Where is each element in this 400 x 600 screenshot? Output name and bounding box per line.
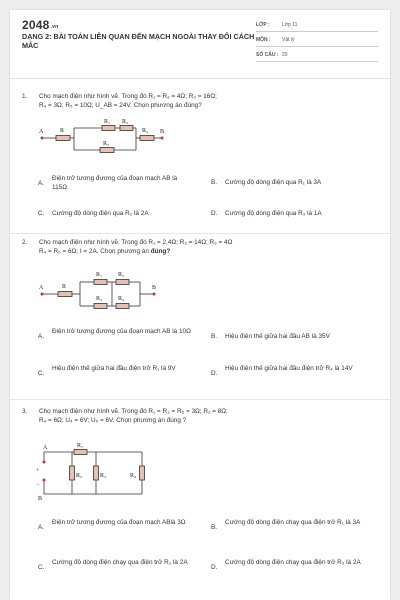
count-value: 20	[282, 52, 288, 58]
question-text-line1: Cho mạch điện như hình vẽ. Trong đó R₁ = 2,4Ω; R₂ = 14Ω; R₃ = 4Ω	[39, 239, 233, 246]
subject-label: MÔN :	[256, 37, 271, 43]
resistor-r2-label: R₂	[122, 119, 129, 125]
class-label: LỚP :	[256, 22, 270, 28]
node-b-label: B	[160, 129, 165, 135]
resistor-r2-label: R₂	[118, 272, 125, 278]
resistor-r1-label: R₁	[77, 443, 84, 449]
class-value: Lớp 11	[282, 22, 298, 28]
count-label: SỐ CÂU :	[256, 52, 279, 58]
site-logo[interactable]: $2048^{.vn}$	[22, 18, 59, 32]
resistor-r-label: R	[60, 128, 65, 134]
circuit-diagram-3	[34, 444, 164, 506]
question-number: 3.	[22, 408, 28, 415]
resistor-r2-label: R₂	[76, 473, 83, 479]
question-number: 2.	[22, 239, 28, 246]
circuit-diagram-1	[36, 120, 166, 162]
question-text-line1: Cho mạch điện như hình vẽ. Trong đó R₁ = R₂ = 4Ω; R₃ = 16Ω;	[39, 93, 217, 100]
worksheet-page: $2048^{.vn}$ DẠNG 2: BÀI TOÁN LIÊN QUAN ĐẾN MẠCH NGOÀI THAY ĐỔI CÁCH MẮC LỚP : Lớp 11 MÔN : Vật lý SỐ CÂU : 20 1. Cho mạch điện như hình vẽ. Trong đó R₁ = R₂ = 4Ω; R₃ = 16Ω; R₄ = 3Ω; R₅ = 10Ω; U_AB = 24V. Chọn phương án đúng? A B R R₁ R₂ R₃ R₄ A. Điện trở tương đương của đoạn mạch AB là 115Ω B. Cường độ dòng điện qua R₁ là 3A C. Cường độ dòng điện qua R₂ là 2A D. Cường độ dòng điện qua R₃ là 1A 2. Cho mạch điện như hình vẽ. Trong đó R₁ = 2,4Ω; R₂ = 14Ω; R₃ = 4Ω R₄ = R₅ = 6Ω; I = 2A. Chọn phương án đúng? A B R R₁ R₂ R₃ R₄ A. Điện trở tương đương của đoạn mạch AB là 10Ω B. Hiệu điện thế giữa hai đầu AB là 35V C. Hiệu điện thế giữa hai đầu điện trở R₁ là 9V D. Hiệu điện thế giữa hai đầu điện trở R₄ là 14V 3. Cho mạch điện như hình vẽ. Trong đó R₁ = R₃ = R₅ = 3Ω; R₂ = 8Ω; R₄ = 6Ω; U₄ = 6V; U₅ = 6V. Chọn phương án đúng ? A B + − R₁ R₂ R₃ R₄ A. Điện trở tương đương của đoạn mạch ABlà 3Ω B. Cường độ dòng điện chạy qua điện trở R₁ là 3A C. Cường độ dòng điện chạy qua điện trở R₂ là 2A D. Cường độ dòng điện chạy qua điện trở R₃ là 2A	[10, 10, 390, 600]
resistor-r4-label: R₄	[130, 473, 137, 479]
header-divider	[10, 78, 390, 79]
resistor-r1-label: R₁	[104, 119, 111, 125]
resistor-r1-label: R₁	[96, 272, 103, 278]
question-text-line2: R₄ = 6Ω; U₄ = 6V; U₅ = 6V. Chọn phương án đúng ?	[39, 417, 187, 424]
worksheet-header	[10, 10, 390, 78]
terminal-minus: −	[36, 482, 40, 488]
resistor-r3-label: R₃	[96, 296, 103, 302]
question-text-line2: R₄ = R₅ = 6Ω; I = 2A. Chọn phương án đúng?	[39, 248, 171, 255]
worksheet-meta	[256, 18, 378, 63]
question-text-line1: Cho mạch điện như hình vẽ. Trong đó R₁ = R₃ = R₅ = 3Ω; R₂ = 8Ω;	[39, 408, 228, 415]
node-a-label: A	[39, 129, 44, 135]
question-divider	[10, 399, 390, 400]
resistor-r4-label: R₄	[142, 128, 149, 134]
subject-value: Vật lý	[282, 37, 295, 43]
resistor-r-label: R	[62, 284, 67, 290]
node-b-label: B	[152, 285, 157, 291]
node-a-label: A	[43, 445, 48, 451]
question-divider	[10, 233, 390, 234]
question-text-line2: R₄ = 3Ω; R₅ = 10Ω; U_AB = 24V. Chọn phương án đúng?	[39, 102, 202, 109]
resistor-r3-label: R₃	[100, 473, 107, 479]
resistor-r3-label: R₃	[103, 141, 110, 147]
node-b-label: B	[38, 496, 43, 502]
node-a-label: A	[39, 285, 44, 291]
resistor-r4-label: R₄	[118, 296, 125, 302]
worksheet-title: DẠNG 2: BÀI TOÁN LIÊN QUAN ĐẾN MẠCH NGOÀI THAY ĐỔI CÁCH MẮC	[22, 32, 255, 50]
circuit-diagram-2	[36, 272, 166, 318]
terminal-plus: +	[36, 468, 40, 474]
question-number: 1.	[22, 93, 28, 100]
